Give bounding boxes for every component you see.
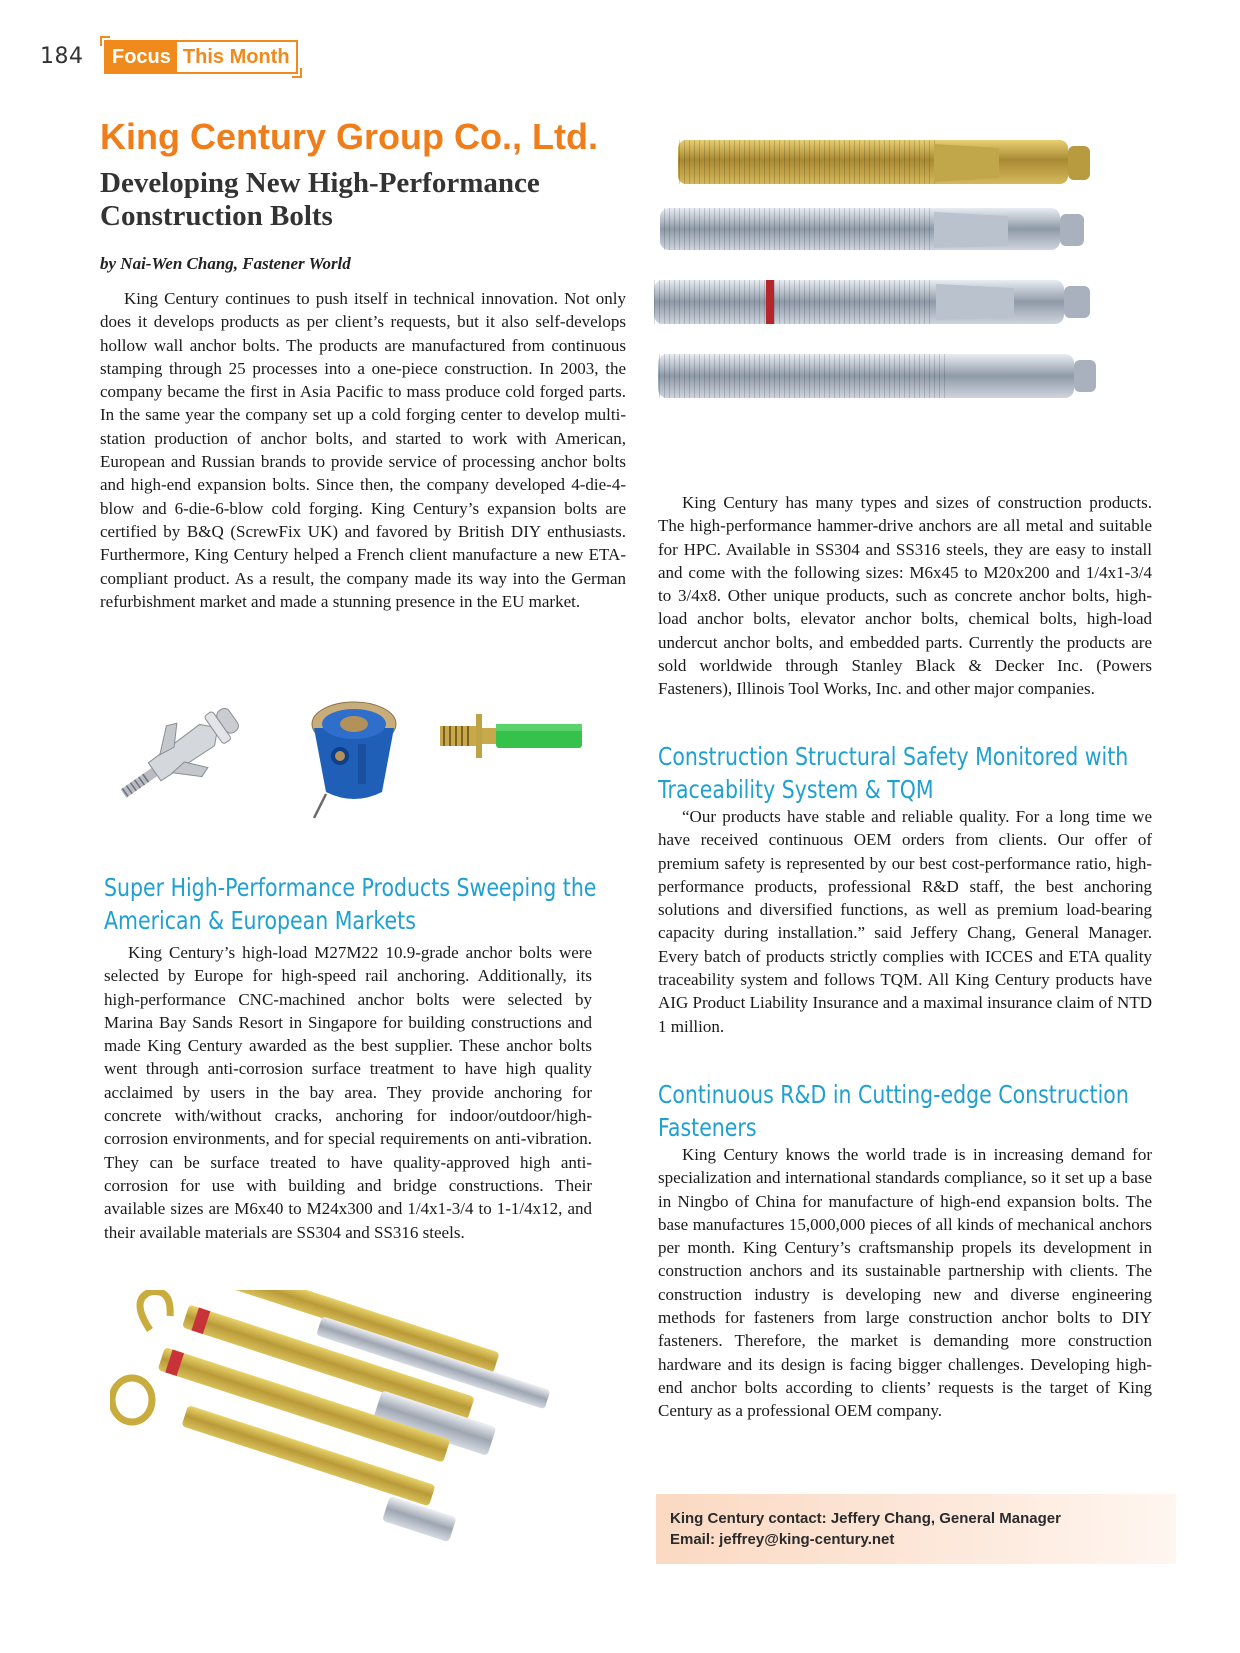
product-photo-anchor-bolt-assortment (110, 1290, 600, 1560)
intro-paragraph: King Century continues to push itself in technical innovation. Not only does it develops products as per client’s requests, but it also self-develops hollow wall anchor bolts. The products are manufactured from continuous stamping through 25 processes into a one-piece construction. In 2003, the company became the first in Asia Pacific to mass produce cold forged parts. In the same year the company set up a cold forging center to develop multi-station production of anchor bolts, and started to work with American, European and Russian brands to provide service of processing anchor bolts and high-end expansion bolts. Since then, the company developed 4-die-4-blow and 6-die-6-blow cold forging. King Century’s expansion bolts are certified by B&Q (ScrewFix UK) and favored by British DIY enthusiasts. Furthermore, King Century helped a French client manufacture a new ETA-compliant product. As a result, the company made its way into the German refurbishment market and made a stunning presence in the EU market. (100, 289, 626, 611)
section-heading-markets (104, 871, 596, 937)
subtitle-line: Construction Bolts (100, 200, 333, 232)
page-number: 184 (40, 44, 84, 69)
rnd-paragraph: King Century knows the world trade is in increasing demand for specialization and international standards compliance, so it set up a base in Ningbo of China for manufacture of high-end expansion bolts. The base manufactures 15,000,000 pieces of all kinds of mechanical anchors per month. King Century’s craftsmanship propels its development in construction anchors and its sustainable partnership with clients. The construction industry is developing new and diverse engineering methods for fasteners from large construction anchor bolts to DIY fasteners. Therefore, the market is demanding more construction hardware and its design is facing bigger challenges. Developing high-end anchor bolts according to clients’ requests is the target of King Century as a professional OEM company. (658, 1145, 1152, 1421)
badge-corner-mark (292, 68, 302, 78)
heading-line: American & European Markets (104, 906, 416, 935)
bolt-zinc-1 (660, 208, 1084, 250)
section-heading-rnd (658, 1078, 1129, 1144)
section-badge-this-month: This Month (177, 42, 296, 72)
article-subtitle (100, 167, 620, 233)
contact-box (656, 1494, 1176, 1564)
safety-paragraph: “Our products have stable and reliable quality. For a long time we have received continuous OEM orders from clients. Our offer of premium safety is represented by our best cost-performance ratio, high-performance products, professional R&D staff, the best anchoring solutions and diversified functions, as well as premium load-bearing capacity during installation.” said Jeffery Chang, General Manager. Every batch of products strictly complies with ICCES and ETA quality traceability system and follows TQM. All King Century products have AIG Product Liability Insurance and a maximal insurance claim of NTD 1 million. (658, 807, 1152, 1036)
product-photo-green-plug-screw (438, 706, 586, 766)
heading-line: Fasteners (658, 1113, 757, 1142)
section-badge-focus: Focus (106, 42, 177, 72)
markets-paragraph: King Century’s high-load M27M22 10.9-grade anchor bolts were selected by Europe for high-speed rail anchoring. Additionally, its high-performance CNC-machined anchor bolts were selected by Marina Bay Sands Resort in Singapore for building constructions and made King Century awarded as the best supplier. These anchor bolts went through anti-corrosion surface treatment to have high quality acclaimed by users in the bay area. They provide anchoring for concrete with/without cracks, anchoring for indoor/outdoor/high-corrosion environments, and for special requirements on anti-vibration. They can be surface treated to have quality-approved high anti-corrosion for use with building and bridge constructions. Their available sizes are M6x40 to M24x300 and 1/4x1-3/4 to 1-1/4x12, and their available materials are SS304 and SS316 steels. (104, 943, 592, 1242)
product-range-paragraph: King Century has many types and sizes of construction products. The high-performance hammer-drive anchors are all metal and suitable for HPC. Available in SS304 and SS316 steels, they are easy to install and come with the following sizes: M6x45 to M20x200 and 1/4x1-3/4 to 3/4x8. Other unique products, such as concrete anchor bolts, high-load anchor bolts, elevator anchor bolts, chemical bolts, high-load undercut anchor bolts, and embedded parts. Currently the products are sold worldwide through Stanley Black & Decker Inc. (Powers Fasteners), Illinois Tool Works, Inc. and other major companies. (658, 493, 1152, 699)
heading-line: Super High-Performance Products Sweeping the (104, 873, 597, 902)
bolt-zinc-red-band (654, 280, 1090, 324)
bolt-zinc-2 (658, 354, 1096, 398)
badge-corner-mark (100, 36, 110, 46)
product-photo-blue-insert (296, 694, 408, 822)
bolt-gold (678, 140, 1090, 184)
section-badge (104, 40, 298, 74)
contact-name: King Century contact: Jeffery Chang, General Manager (670, 1510, 1061, 1527)
heading-line: Continuous R&D in Cutting-edge Construction (658, 1080, 1129, 1109)
contact-email: Email: jeffrey@king-century.net (670, 1531, 895, 1548)
byline: by Nai-Wen Chang, Fastener World (100, 254, 351, 273)
section-heading-safety (658, 740, 1128, 806)
article-title: King Century Group Co., Ltd. (100, 116, 598, 157)
heading-line: Construction Structural Safety Monitored with (658, 742, 1129, 771)
subtitle-line: Developing New High-Performance (100, 167, 540, 199)
product-photo-hammer-drive-anchors (654, 130, 1148, 446)
heading-line: Traceability System & TQM (658, 775, 934, 804)
product-photo-hollow-wall-anchor (104, 694, 254, 818)
